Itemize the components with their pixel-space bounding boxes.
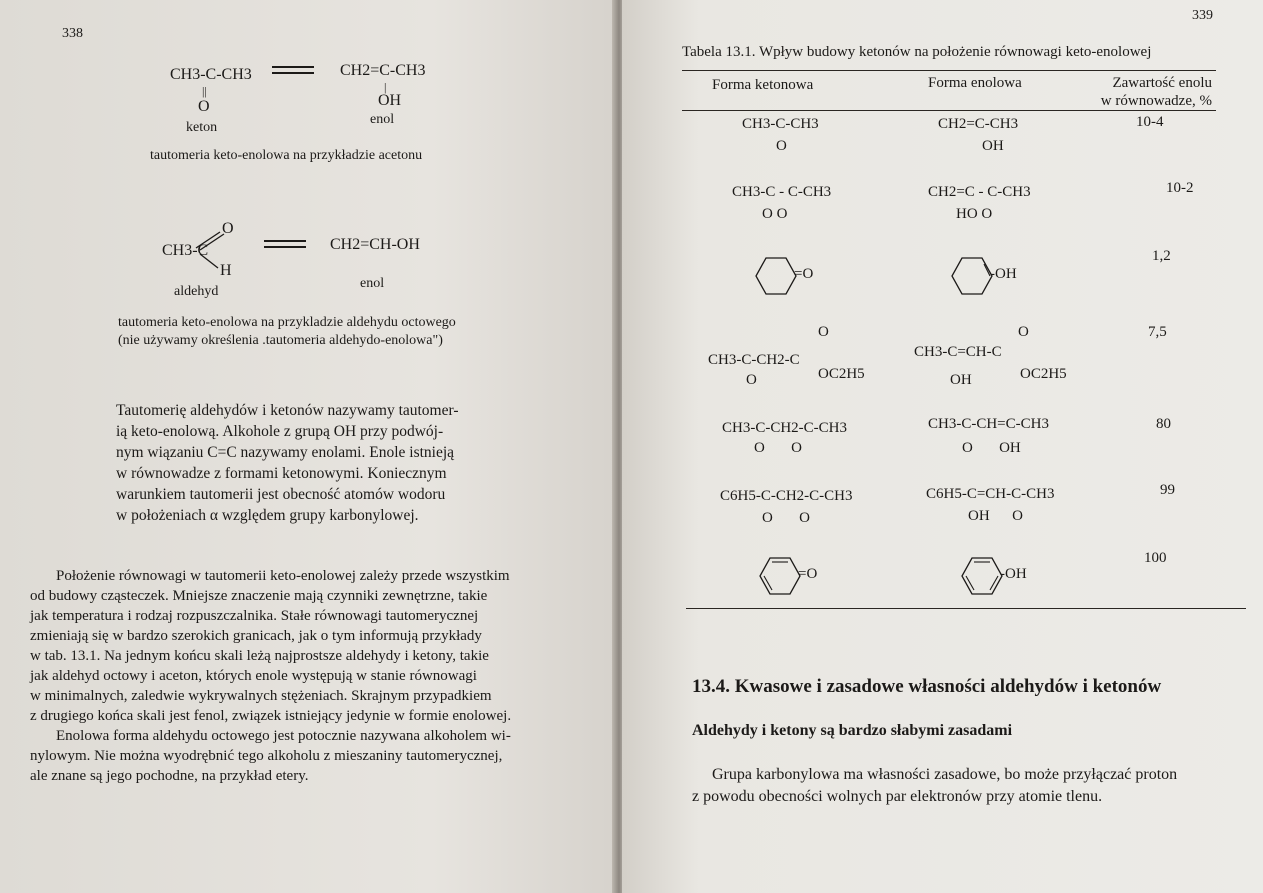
aldehyde-oxygen: O [222,220,234,237]
row7-value: 100 [1144,550,1167,566]
caption-acetone: tautomeria keto-enolowa na przykładzie acetonu [150,148,423,163]
header-enol: Forma enolowa [928,75,1022,91]
row7-enol-oh: -OH [1000,566,1027,582]
row4-keto-ester: OC2H5 [818,366,865,382]
table-bottom-rule [686,608,1246,609]
cyclohexadienone-ring [758,556,802,596]
table-header-rule [682,110,1216,111]
row4-enol-oh: OH [950,372,972,388]
keton-label: keton [186,120,218,135]
page-number-right: 339 [1192,8,1213,23]
header-keto: Forma ketonowa [712,77,814,93]
caption-acetaldehyde: tautomeria keto-enolowa na przykladzie aldehydu octowego (nie używamy określenia .tautomeria aldehydo-enolowa") [118,315,456,348]
row5-enol: CH3-C-CH=C-CH3 [928,416,1049,432]
row1-enol-oh: OH [982,138,1004,154]
vinyl-alcohol-formula: CH2=CH-OH [330,236,420,253]
row5-keto: CH3-C-CH2-C-CH3 [722,420,848,436]
row1-enol: CH2=C-CH3 [938,116,1019,132]
row4-value: 7,5 [1148,324,1167,340]
enol-label-2: enol [360,276,385,291]
row6-keto-o: O O [762,510,810,526]
header-content: Zawartość enolu w równowadze, % [1100,75,1212,109]
cyclohexanone-ring [754,256,798,296]
row6-keto: C6H5-C-CH2-C-CH3 [720,488,853,504]
row5-enol-o: O OH [962,440,1021,456]
row4-keto: CH3-C-CH2-C [708,352,800,368]
section-heading: 13.4. Kwasowe i zasadowe własności aldehydów i ketonów [692,676,1162,697]
row4-keto-o: O [746,372,757,388]
row1-keto: CH3-C-CH3 [742,116,819,132]
row2-value: 10-2 [1166,180,1194,196]
basicity-paragraph: Grupa karbonylowa ma własności zasadowe, bo może przyłączać proton z powodu obecności wolnych par elektronów przy atomie tlenu. [692,766,1178,805]
row2-enol: CH2=C - C-CH3 [928,184,1031,200]
row6-enol: C6H5-C=CH-C-CH3 [926,486,1055,502]
left-page [0,0,618,893]
aldehyde-hydrogen: H [220,262,232,279]
enol-label: enol [370,112,395,127]
keton-formula: CH3-C-CH3 [170,66,252,83]
page-number-left: 338 [62,26,83,41]
equilibrium-arrow-2 [264,238,306,250]
row4-enol-ester: OC2H5 [1020,366,1067,382]
equilibrium-arrow [272,64,314,76]
subsection-heading: Aldehydy i ketony są bardzo słabymi zasadami [692,722,1013,739]
keton-oxygen: O [198,98,210,115]
row4-enol: CH3-C=CH-C [914,344,1002,360]
row3-value: 1,2 [1152,248,1171,264]
row2-keto-o: O O [762,206,788,222]
row3-enol-oh: -OH [990,266,1017,282]
tautomerism-paragraph: Tautomerię aldehydów i ketonów nazywamy tautomer- ią keto-enolową. Alkohole z grupą OH przy podwój- nym wiązaniu C=C nazywamy enolami. Enole istnieją w równowadze z formami ketonowymi. Koniecznym warunkiem tautomerii jest obecność atomów wodoru w położeniach α względem grupy karbonylowej. [116,402,459,524]
row4-enol-carbonyl-o: O [1018,324,1029,340]
enol-formula: CH2=C-CH3 [340,62,426,79]
row5-keto-o: O O [754,440,802,456]
aldehyde-label: aldehyd [174,284,219,299]
row3-keto-o: =O [794,266,814,282]
row1-value: 10-4 [1136,114,1164,130]
row7-keto-o: =O [798,566,818,582]
row5-value: 80 [1156,416,1171,432]
row6-value: 99 [1160,482,1175,498]
double-bond-mark: || [202,84,207,98]
table-title: Tabela 13.1. Wpływ budowy ketonów na położenie równowagi keto-enolowej [682,44,1152,60]
right-page [622,0,1263,893]
equilibrium-paragraph: Położenie równowagi w tautomerii keto-enolowej zależy przede wszystkim od budowy cząsteczek. Mniejsze znaczenie mają czynniki zewnętrzne, takie jak temperatura i rodzaj rozpuszczalnika. Stałe równowagi tautomerycznej zmieniają się w bardzo szerokich granicach, jak o tym informują przykłady w tab. 13.1. Na jednym końcu skali leżą najprostsze aldehydy i ketony, takie jak aldehyd octowy i aceton, których enole występują w stanie równowagi w minimalnych, zaledwie wykrywalnych stężeniach. Skrajnym przypadkiem z drugiego końca skali jest fenol, związek istniejący jedynie w formie enolowej. Enolowa forma aldehydu octowego jest potocznie nazywana alkoholem wi- nylowym. Nie można wyodrębnić tego alkoholu z mieszaniny tautomerycznej, ale znane są jego pochodne, na przykład etery. [30,568,512,784]
row6-enol-oh: OH O [968,508,1023,524]
cyclohexenol-ring [950,256,994,296]
aldehyde-formula: CH3-C [162,242,209,259]
single-bond-mark: | [384,80,387,94]
phenol-ring [960,556,1004,596]
enol-oh: OH [378,92,402,109]
row4-keto-carbonyl-o: O [818,324,829,340]
row2-keto: CH3-C - C-CH3 [732,184,832,200]
row2-enol-ho: HO O [956,206,993,222]
table-top-rule [682,70,1216,71]
row1-keto-o: O [776,138,787,154]
